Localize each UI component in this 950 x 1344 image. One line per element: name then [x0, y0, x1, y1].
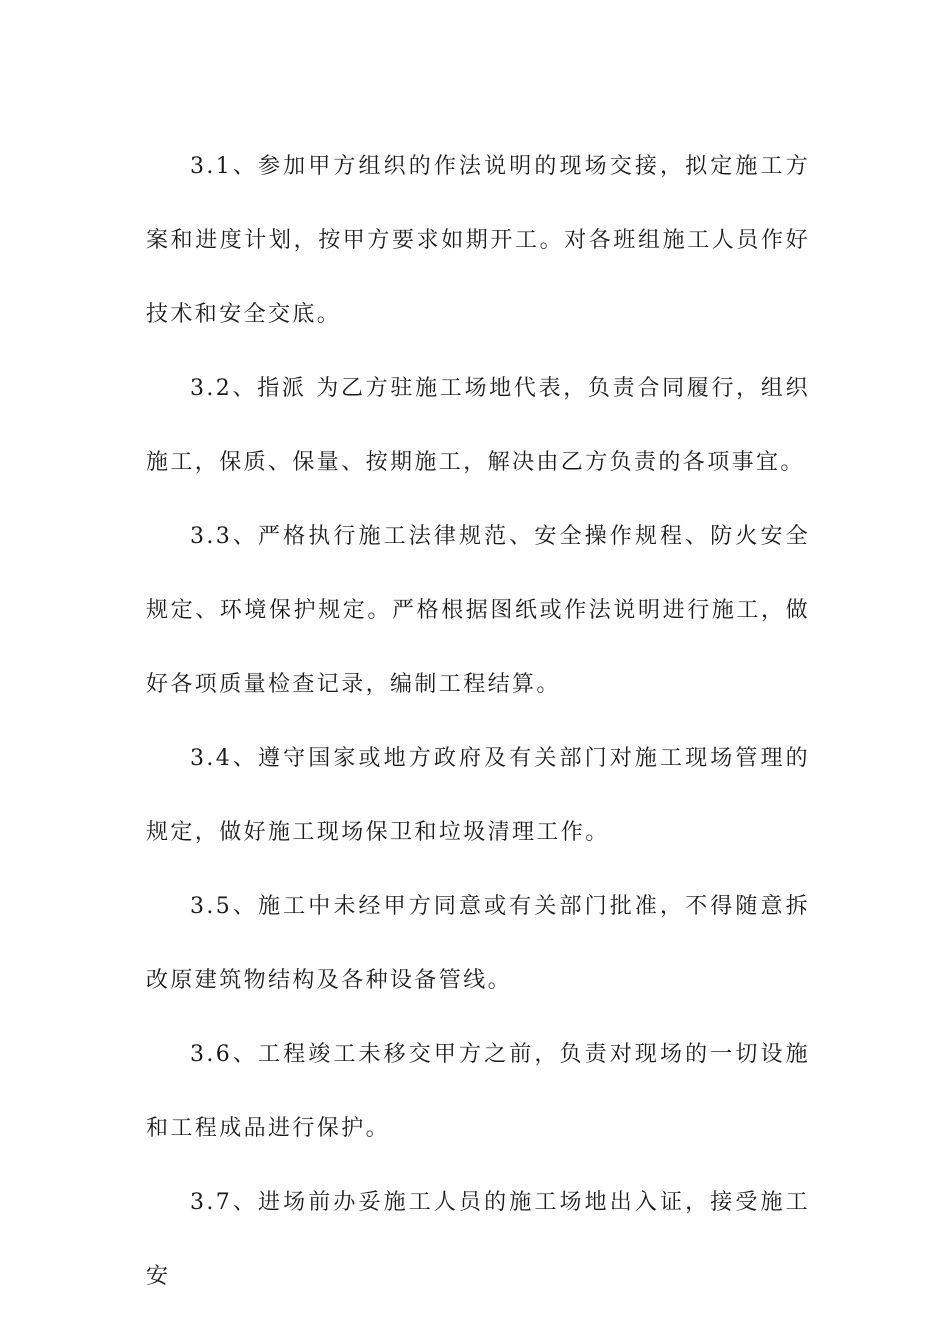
clause-3-6: 3.6、工程竣工未移交甲方之前，负责对现场的一切设施和工程成品进行保护。: [146, 1042, 810, 1141]
clause-3-7: 3.7、进场前办妥施工人员的施工场地出入证，接受施工安: [146, 1190, 810, 1289]
clause-3-1: 3.1、参加甲方组织的作法说明的现场交接，拟定施工方案和进度计划，按甲方要求如期开工。对各班组施工人员作好技术和安全交底。: [146, 154, 810, 327]
clause-3-4: 3.4、遵守国家或地方政府及有关部门对施工现场管理的规定，做好施工现场保卫和垃圾清理工作。: [146, 746, 810, 845]
clause-3-2: 3.2、指派 为乙方驻施工场地代表，负责合同履行，组织施工，保质、保量、按期施工，解决由乙方负责的各项事宜。: [146, 376, 810, 475]
clause-3-3: 3.3、严格执行施工法律规范、安全操作规程、防火安全规定、环境保护规定。严格根据图纸或作法说明进行施工，做好各项质量检查记录，编制工程结算。: [146, 524, 810, 697]
document-body: [146, 130, 810, 1314]
clause-3-5: 3.5、施工中未经甲方同意或有关部门批准，不得随意拆改原建筑物结构及各种设备管线。: [146, 894, 810, 993]
